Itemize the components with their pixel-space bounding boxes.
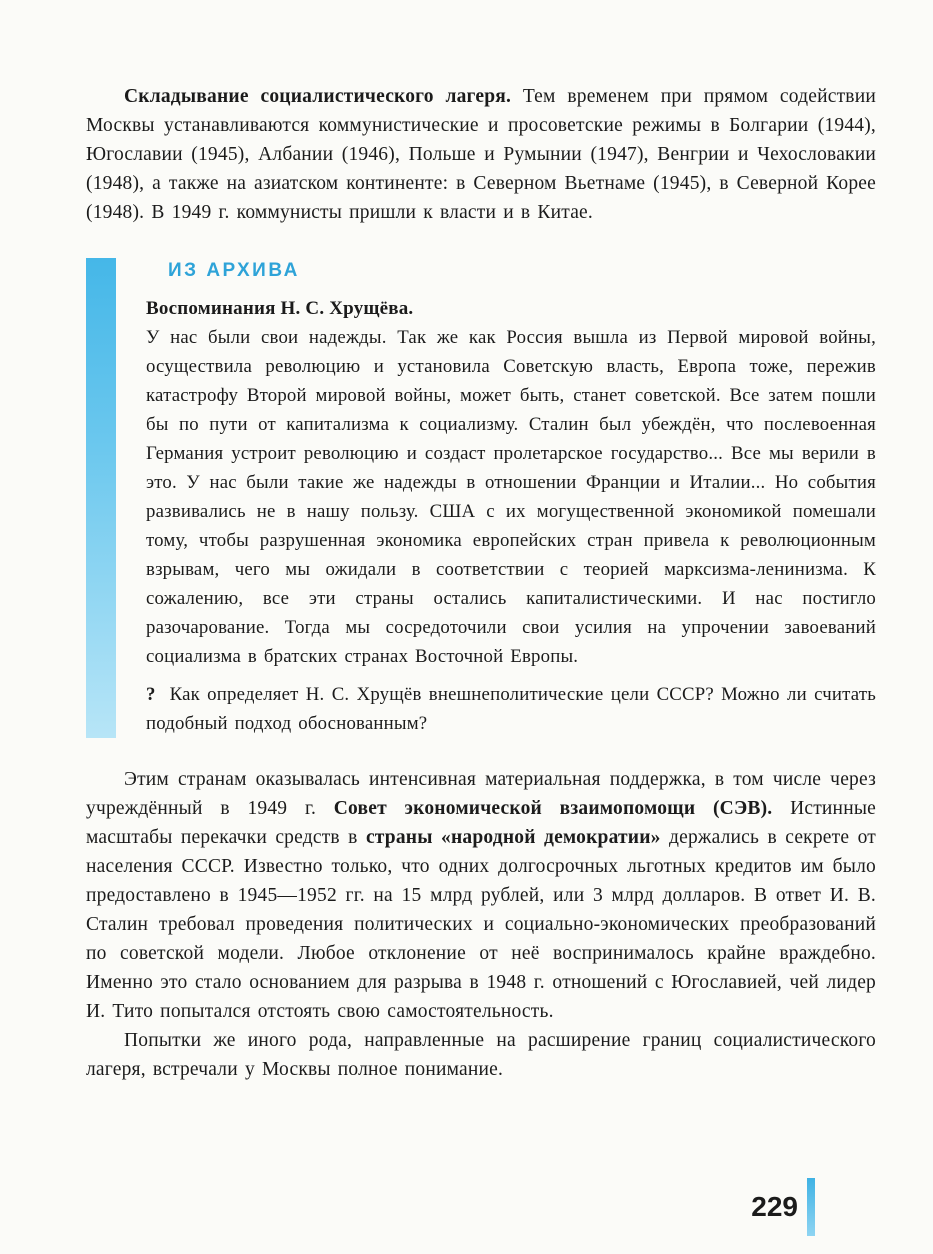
main-paragraph-1: [86, 765, 876, 1026]
archive-block: [86, 258, 876, 738]
page-number-accent-bar: [807, 1178, 815, 1236]
archive-source-title: Воспоминания Н. С. Хрущёва.: [146, 298, 414, 319]
archive-header: ИЗ АРХИВА: [168, 260, 300, 281]
page-footer: [751, 1178, 815, 1236]
intro-text: Тем временем при прямом содействии Москвы устанавливаются коммунистические и просоветские режимы в Болгарии (1944), Югославии (1945), Албании (1946), Польше и Румынии (1947), Венгрии и Чехословакии (1948), а также на азиатском континенте: в Северном Вьетнаме (1945), в Северной Корее (1948). В 1949 г. коммунисты пришли к власти и в Китае.: [86, 86, 876, 223]
main-p1-seg5: держались в секрете от населения СССР. Известно только, что одних долгосрочных льготных кредитов им было предоставлено в 1945—1952 гг. на 15 млрд рублей, или 3 млрд долларов. В ответ И. В. Сталин требовал проведения политических и социально-экономических преобразований по советской модели. Любое отклонение от неё воспринималось крайне враждебно. Именно это стало основанием для разрыва в 1948 г. отношений с Югославией, чей лидер И. Тито попытался отстоять свою самостоятельность.: [86, 827, 876, 1022]
archive-body-text: У нас были свои надежды. Так же как Россия вышла из Первой мировой войны, осуществила революцию и установила Советскую власть, Европа тоже, пережив катастрофу Второй мировой войны, может быть, станет советской. Все затем пошли бы по пути от капитализма к социализму. Сталин был убеждён, что послевоенная Германия устроит революцию и создаст пролетарское государство... Все мы верили в это. У нас были такие же надежды в отношении Франции и Италии... Но события развивались не в нашу пользу. США с их могущественной экономикой помешали тому, чтобы разрушенная экономика европейских стран привела к революционным взрывам, чего мы ожидали в соответствии с теорией марксизма-ленинизма. К сожалению, все эти страны остались капиталистическими. И нас постигло разочарование. Тогда мы сосредоточили свои усилия на упрочении завоеваний социализма в братских странах Восточной Европы.: [146, 327, 876, 667]
main-p1-seg3: Истинные масштабы перекачки средств в: [86, 798, 876, 848]
intro-paragraph: [86, 82, 876, 227]
archive-accent-bar: [86, 258, 116, 738]
question-mark: ?: [146, 684, 156, 705]
main-p1-seg1: Этим странам оказывалась интенсивная материальная поддержка, в том числе через учреждённый в 1949 г.: [86, 769, 876, 819]
archive-content: [146, 258, 876, 738]
archive-question: [146, 680, 876, 738]
question-text: Как определяет Н. С. Хрущёв внешнеполитические цели СССР? Можно ли считать подобный подход обоснованным?: [146, 684, 876, 734]
page-content: [86, 82, 876, 1084]
intro-lead-bold: Складывание социалистического лагеря.: [124, 86, 512, 107]
page-number: 229: [751, 1191, 798, 1222]
main-p1-bold-democracy: страны «народной демократии»: [365, 827, 661, 848]
main-paragraph-2: Попытки же иного рода, направленные на расширение границ социалистического лагеря, встречали у Москвы полное понимание.: [86, 1030, 876, 1080]
main-p1-bold-sev: Совет экономической взаимопомощи (СЭВ).: [333, 798, 773, 819]
